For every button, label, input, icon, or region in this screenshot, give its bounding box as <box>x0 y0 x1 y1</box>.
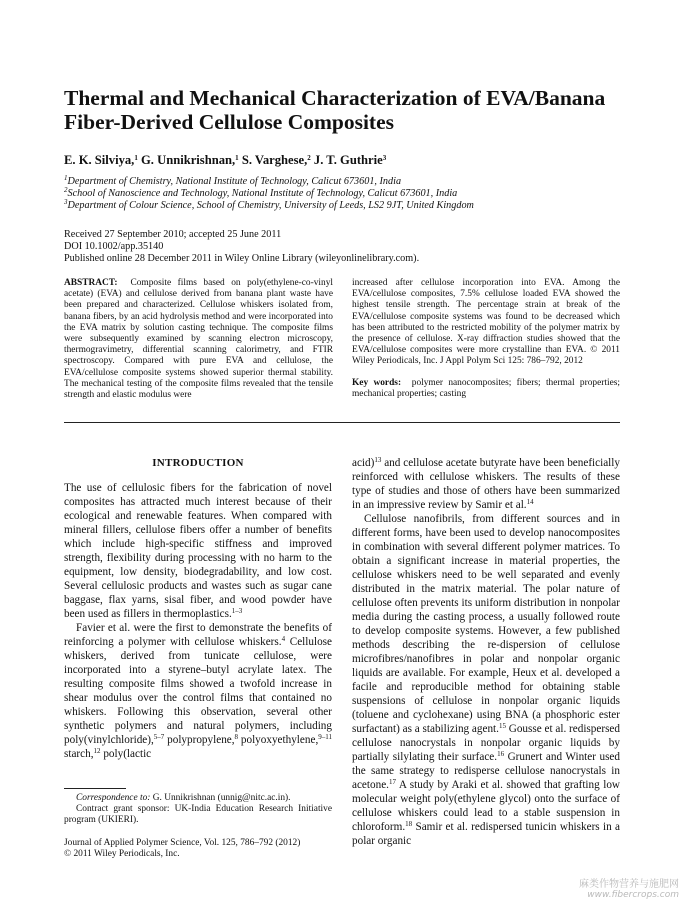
paragraph <box>64 621 332 761</box>
received-date: Received 27 September 2010; accepted 25 June 2011 <box>64 229 282 240</box>
paragraph <box>352 456 620 512</box>
keywords-list: polymer nanocomposites; fibers; thermal properties; mechanical properties; casting <box>352 377 620 399</box>
abstract-label: ABSTRACT: <box>64 278 118 288</box>
paper-title: Thermal and Mechanical Characterization of EVA/Banana Fiber-Derived Cellulose Composites <box>64 86 606 134</box>
grant-note: Contract grant sponsor: UK-India Education Research Initiative program (UKIERI). <box>64 804 332 826</box>
paragraph-text: Cellulose whiskers, derived from tunicate cellulose, were incorporated into a styrene–butyl acrylate latex. The resulting composite films showed a twofold increase in shear modulus over the control films that contained no whiskers. Following this observation, several other synthetic polymers and natural polymers, including poly(vinylchloride), <box>64 636 332 746</box>
affiliation <box>64 197 664 212</box>
correspondence-text: G. Unnikrishnan (unnig@nitc.ac.in). <box>150 793 291 803</box>
footnote-divider <box>64 788 126 789</box>
site-watermark <box>579 879 679 901</box>
abstract-left-column <box>64 278 333 401</box>
paragraph-text: poly(lactic <box>100 748 152 760</box>
citation: 1–3 <box>231 607 243 615</box>
affiliation-text: School of Nanoscience and Technology, National Institute of Technology, Calicut 673601, India <box>67 187 458 199</box>
citation: 17 <box>388 778 396 786</box>
keywords-label: Key words: <box>352 377 402 388</box>
published-online: Published online 28 December 2011 in Wiley Online Library (wileyonlinelibrary.com). <box>64 252 420 264</box>
watermark-text: 麻类作物营养与施肥网 <box>579 879 679 890</box>
paragraph-text: starch, <box>64 748 94 760</box>
author-list <box>64 152 664 168</box>
paragraph <box>64 481 332 621</box>
body-right-column <box>352 456 620 848</box>
citation: 13 <box>374 456 382 464</box>
affiliation-number: 3 <box>64 197 68 206</box>
paragraph-text: Samir et al. redispersed tunicin whiskers in a polar organic <box>352 821 620 847</box>
journal-name: Journal of Applied Polymer Science, Vol. 125, 786–792 (2012) <box>64 838 301 848</box>
correspondence-label: Correspondence to: <box>76 793 151 803</box>
affiliation <box>64 176 664 188</box>
author-affiliation-mark: 3 <box>382 154 387 162</box>
paragraph-text: acid) <box>352 457 375 469</box>
publication-dates <box>64 229 664 264</box>
body-left-column <box>64 456 332 761</box>
keywords <box>352 378 620 400</box>
citation: 5–7 <box>153 733 165 741</box>
author-name: G. Unnikrishnan, <box>141 153 236 167</box>
abstract-text-left <box>64 278 333 401</box>
citation: 14 <box>526 498 534 506</box>
affiliation-number: 2 <box>64 185 68 194</box>
paragraph-text: polypropylene, <box>164 734 235 746</box>
author-name: E. K. Silviya, <box>64 153 135 167</box>
paragraph-text: and cellulose acetate butyrate have been beneficially reinforced with cellulose whiskers. The results of these type of studies and those of others have been summarized in an impressive review by Samir et al. <box>352 457 620 511</box>
citation: 18 <box>405 820 413 828</box>
paragraph-text: A study by Araki et al. showed that grafting low molecular weight poly(ethylene glycol) onto the surface of cellulose whiskers could lead to a stable suspension in chloroform. <box>352 779 620 833</box>
affiliation <box>64 185 664 200</box>
paragraph-text: polyoxyethylene, <box>238 734 319 746</box>
paragraph-text: Gousse et al. redispersed cellulose nanocrystals in nonpolar organic liquids by partially silylating their surface. <box>352 723 620 763</box>
abstract-text-right: increased after cellulose incorporation into EVA. Among the EVA/cellulose composites, 7.5% cellulose loaded EVA showed the highest tensile strength. The percentage strain at break of the EVA/cellulose composite systems was found to be decreased which has been attributed to the restricted mobility of the polymer matrix by the presence of cellulose. X-ray diffraction studies showed that the EVA/cellulose composites were more crystalline than EVA. © 2011 Wiley Periodicals, Inc. J Appl Polym Sci 125: 786–792, 2012 <box>352 278 620 367</box>
citation: 16 <box>497 750 505 758</box>
affiliations <box>64 176 664 211</box>
doi: DOI 10.1002/app.35140 <box>64 240 164 252</box>
abstract-divider <box>64 422 620 423</box>
citation: 15 <box>498 722 506 730</box>
paragraph-text: Grunert and Winter used the same strategy to redisperse cellulose nanocrystals in acetone. <box>352 751 620 791</box>
affiliation-text: Department of Chemistry, National Institute of Technology, Calicut 673601, India <box>67 176 402 187</box>
author-name: S. Varghese, <box>241 153 308 167</box>
watermark-url: www.fibercrops.com <box>587 890 679 900</box>
author-name: J. T. Guthrie <box>313 153 383 167</box>
paragraph-text: Favier et al. were the first to demonstrate the benefits of reinforcing a polymer with cellulose whiskers. <box>64 622 332 648</box>
paragraph <box>352 512 620 848</box>
citation: 4 <box>281 635 286 643</box>
author-affiliation-mark: 2 <box>307 154 311 162</box>
section-heading-introduction: INTRODUCTION <box>152 457 244 469</box>
copyright: © 2011 Wiley Periodicals, Inc. <box>64 849 180 860</box>
abstract-body: Composite films based on poly(ethylene-co-vinyl acetate) (EVA) and cellulose derived from banana plant waste have been prepared and characterized. Cellulose whiskers isolated from, banana fibers, by an acid hydrolysis method and were incorporated into the EVA matrix by solution casting technique. The composite films were subsequently examined by scanning electron microscopy, thermogravimetry, differential scanning calorimetry, and FTIR spectroscopy. Compared with pure EVA and cellulose, the EVA/cellulose composite systems showed superior thermal stability. The mechanical testing of the composite films revealed that the tensile strength and elastic modulus were <box>64 278 334 401</box>
paragraph-text: Cellulose nanofibrils, from different sources and in different forms, have been used to develop nanocomposites in combination with several different polymer matrices. To obtain a significant increase in material properties, the cellulose whiskers need to be well separated and evenly distributed in the matrix material. The polar nature of cellulose often prevents its uniform distribution in nonpolar media during the casting process, a usually followed route to develop composite systems. However, a few published methods describing the re-dispersion of cellulose microfibres/nanofibres in polar and nonpolar organic liquids are available. For example, Heux et al. developed a facile and reproducible method for obtaining stable suspensions of cellulose in nonpolar organic liquids (toluene and cyclohexane) using BNA (a phosphoric ester surfactant) as a stabilizing agent. <box>352 513 620 735</box>
author-affiliation-mark: 1 <box>134 154 138 162</box>
journal-citation <box>64 838 332 860</box>
author-affiliation-mark: 1 <box>235 154 239 162</box>
citation: 8 <box>234 733 239 741</box>
correspondence-note <box>64 793 332 804</box>
footnotes <box>64 793 332 827</box>
citation: 12 <box>93 747 101 755</box>
abstract-right-column <box>352 278 620 400</box>
citation: 9–11 <box>318 733 332 741</box>
paragraph-text: The use of cellulosic fibers for the fabrication of novel composites has attracted much interest because of their ecological and renewable features. When compared with mineral fillers, cellulose fibers offer a number of benefits which include high-specific stiffness and improved strength, flexibility during processing with no harm to the equipment, low density, biodegradability, and low cost. Several cellulosic products and wastes such as sugar cane baggase, flax yarns, sisal fiber, and wood powder have been used as fillers in thermoplastics. <box>64 482 332 620</box>
affiliation-text: Department of Colour Science, School of Chemistry, University of Leeds, LS2 9JT, United Kingdom <box>67 199 474 211</box>
affiliation-number: 1 <box>64 174 68 182</box>
